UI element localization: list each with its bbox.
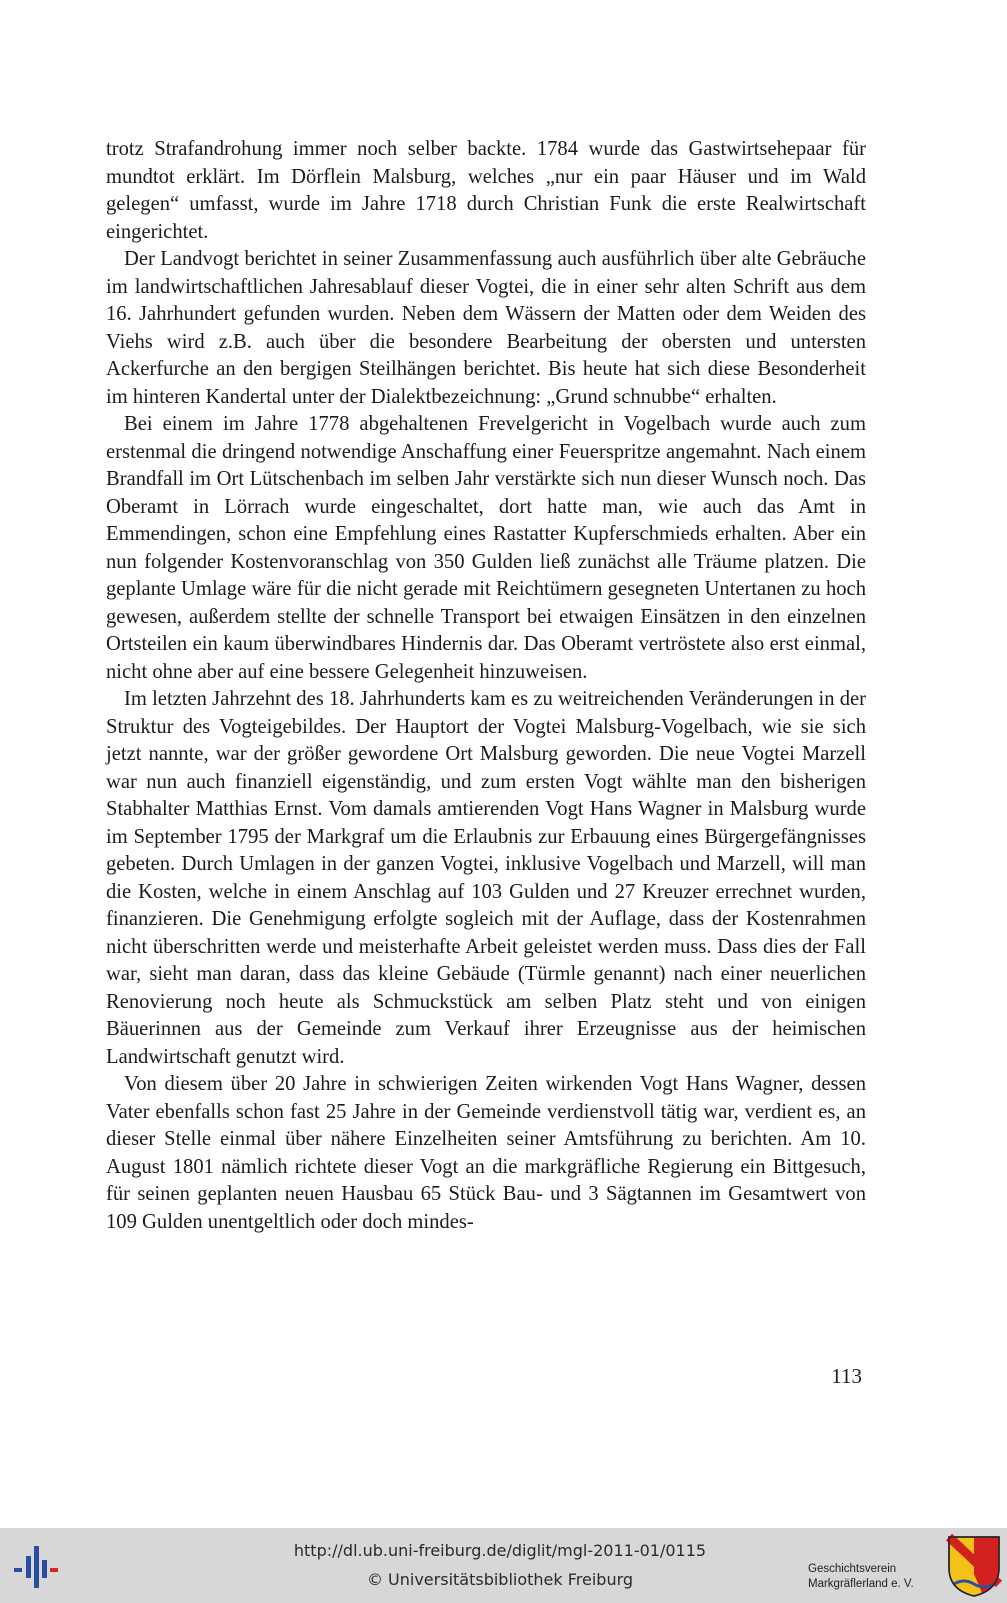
paragraph: Der Landvogt berichtet in seiner Zusammenfassung auch ausführlich über alte Gebräuche im landwirtschaftlichen Jahresablauf dieser Vogtei, die in einer sehr alten Schrift aus dem 16. Jahrhundert gefunden wurden. Neben dem Wässern der Matten oder dem Weiden des Viehs wird z.B. auch über die besondere Bearbeitung der obersten und untersten Ackerfurche an den bergigen Steilhängen berichtet. Bis heute hat sich diese Besonderheit im hinteren Kandertal unter der Dialektbezeichnung: „Grund schnubbe“ erhalten. <box>106 248 866 408</box>
coat-of-arms-icon <box>946 1534 1002 1598</box>
paragraph: Von diesem über 20 Jahre in schwierigen Zeiten wirkenden Vogt Hans Wagner, dessen Vater ebenfalls schon fast 25 Jahre in der Gemeinde verdienstvoll tätig war, verdient es, an dieser Stelle einmal über nähere Einzelheiten seiner Amtsführung zu berichten. Am 10. August 1801 nämlich richtete dieser Vogt an die markgräfliche Regierung ein Bittgesuch, für seinen geplanten neuen Hausbau 65 Stück Bau- und 3 Sägtannen im Gesamtwert von 109 Gulden unentgeltlich oder doch mindes- <box>106 1073 866 1233</box>
paragraph: Im letzten Jahrzehnt des 18. Jahrhunderts kam es zu weitreichenden Veränderungen in der Struktur des Vogteigebildes. Der Hauptort der Vogtei Malsburg-Vogelbach, wie sie sich jetzt nannte, war der größer gewordene Ort Malsburg geworden. Die neue Vogtei Marzell war nun auch finanziell eigenständig, und zum ersten Vogt wählte man den bisherigen Stabhalter Matthias Ernst. Vom damals amtierenden Vogt Hans Wagner in Malsburg wurde im September 1795 der Markgraf um die Erlaubnis zur Erbauung eines Bürgergefängnisses gebeten. Durch Umlagen in der ganzen Vogtei, inklusive Vogelbach und Marzell, will man die Kosten, welche in einem Anschlag auf 103 Gulden und 27 Kreuzer errechnet wurden, finanzieren. Die Genehmigung erfolgte sogleich mit der Auflage, dass der Kostenrahmen nicht überschritten werde und meisterhafte Arbeit geleistet werden muss. Dass dies der Fall war, sieht man daran, dass das kleine Gebäude (Türmle genannt) nach einer neuerlichen Renovierung noch heute als Schmuckstück am selben Platz steht und von einigen Bäuerinnen aus der Gemeinde zum Verkauf ihrer Erzeugnisse aus der heimischen Landwirtschaft genutzt wird. <box>106 688 866 1068</box>
paragraph: Bei einem im Jahre 1778 abgehaltenen Frevelgericht in Vogelbach wurde auch zum erstenmal die dringend notwendige Anschaffung einer Feuerspritze angemahnt. Nach einem Brandfall im Ort Lütschenbach im selben Jahr verstärkte sich nun dieser Wunsch noch. Das Oberamt in Lörrach wurde eingeschaltet, dort hatte man, wie auch das Amt in Emmendingen, schon eine Empfehlung eines Rastatter Kupferschmieds erhalten. Aber ein nun folgender Kostenvoranschlag von 350 Gulden ließ zunächst alle Träume platzen. Die geplante Umlage wäre für die nicht gerade mit Reichtümern gesegneten Untertanen zu hoch gewesen, außerdem stellte der schnelle Transport bei etwaigen Einsätzen in den einzelnen Ortsteilen ein kaum überwindbares Hindernis dar. Das Oberamt vertröstete also erst einmal, nicht ohne aber auf eine bessere Gelegenheit hinzuweisen. <box>106 413 866 683</box>
viewer-footer <box>0 1528 1007 1603</box>
body-text <box>106 136 866 1236</box>
society-line-2: Markgräflerland e. V. <box>808 1578 914 1590</box>
ub-freiburg-logo-icon <box>10 1542 66 1590</box>
society-line-1: Geschichtsverein <box>808 1563 897 1575</box>
page-number: 113 <box>831 1364 862 1388</box>
permalink[interactable]: http://dl.ub.uni-freiburg.de/diglit/mgl-2011-01/0115 <box>293 1541 707 1560</box>
footer-citation <box>240 1536 760 1594</box>
paragraph: trotz Strafandrohung immer noch selber backte. 1784 wurde das Gastwirtsehepaar für mundtot erklärt. Im Dörflein Malsburg, welches „nur ein paar Häuser und im Wald gelegen“ umfasst, wurde im Jahre 1718 durch Christian Funk die erste Realwirtschaft eingerichtet. <box>106 138 866 243</box>
copyright-text: © Universitätsbibliothek Freiburg <box>366 1570 634 1589</box>
society-name <box>808 1562 948 1592</box>
